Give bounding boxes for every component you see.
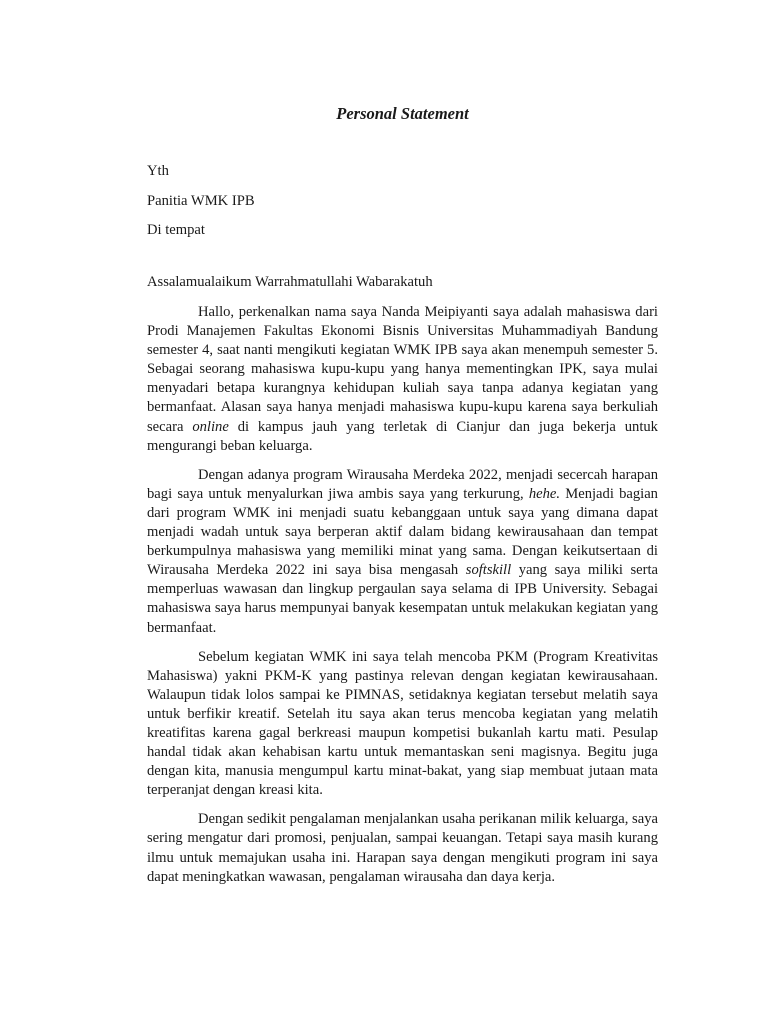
document-title: Personal Statement	[336, 104, 469, 123]
paragraph-3: Sebelum kegiatan WMK ini saya telah mencoba PKM (Program Kreativitas Mahasiswa) yakni PKM-K yang pastinya relevan dengan kegiatan kewirausahaan. Walaupun tidak lolos sampai ke PIMNAS, setidaknya kegiatan tersebut melatih saya untuk berfikir kreatif. Setelah itu saya akan terus mencoba kegiatan yang melatih kreatifitas karena gagal berkreasi maupun kompetisi bukanlah kartu mati. Pesulap handal tidak akan kehabisan kartu untuk memantaskan seni magisnya. Begitu juga dengan kita, manusia mengumpul kartu minat-bakat, yang siap membuat jutaan mata terperanjat dengan kreasi kita.	[147, 648, 658, 799]
letter-body	[147, 303, 658, 897]
paragraph-2: Dengan adanya program Wirausaha Merdeka 2022, menjadi secercah harapan bagi saya untuk menyalurkan jiwa ambis saya yang terkurung, hehe. Menjadi bagian dari program WMK ini menjadi suatu kebanggaan untuk saya yang dimana dapat menjadi wadah untuk saya berperan aktif dalam bidang kewirausahaan dan tempat berkumpulnya mahasiswa yang memiliki minat yang sama. Dengan keikutsertaan di Wirausaha Merdeka 2022 ini saya bisa mengasah softskill yang saya miliki serta memperluas wawasan dan lingkup pergaulan saya selama di IPB University. Sebagai mahasiswa saya harus mempunyai banyak kesempatan untuk melakukan kegiatan yang bermanfaat.	[147, 466, 658, 636]
paragraph-1: Hallo, perkenalkan nama saya Nanda Meipiyanti saya adalah mahasiswa dari Prodi Manajemen Fakultas Ekonomi Bisnis Universitas Muhammadiyah Bandung semester 4, saat nanti mengikuti kegiatan WMK IPB saya akan menempuh semester 5. Sebagai seorang mahasiswa kupu-kupu yang hanya mementingkan IPK, saya mulai menyadari betapa kurangnya kehidupan kuliah saya tanpa adanya kegiatan yang bermanfaat. Alasan saya hanya menjadi mahasiswa kupu-kupu karena saya berkuliah secara online di kampus jauh yang terletak di Cianjur dan juga bekerja untuk mengurangi beban keluarga.	[147, 304, 658, 454]
address-line-location: Di tempat	[147, 222, 205, 238]
paragraph-4: Dengan sedikit pengalaman menjalankan usaha perikanan milik keluarga, saya sering mengatur dari promosi, penjualan, sampai keuangan. Tetapi saya masih kurang ilmu untuk memajukan usaha ini. Harapan saya dengan mengikuti program ini saya dapat meningkatkan wawasan, pengalaman wirausaha dan daya kerja.	[147, 811, 658, 885]
address-line-recipient: Panitia WMK IPB	[147, 193, 255, 209]
italic-softskill: softskill	[465, 562, 512, 579]
address-line-yth: Yth	[147, 163, 169, 179]
italic-hehe: hehe.	[528, 485, 561, 502]
italic-online: online	[192, 418, 229, 435]
greeting: Assalamualaikum Warrahmatullahi Wabarakatuh	[147, 274, 433, 290]
